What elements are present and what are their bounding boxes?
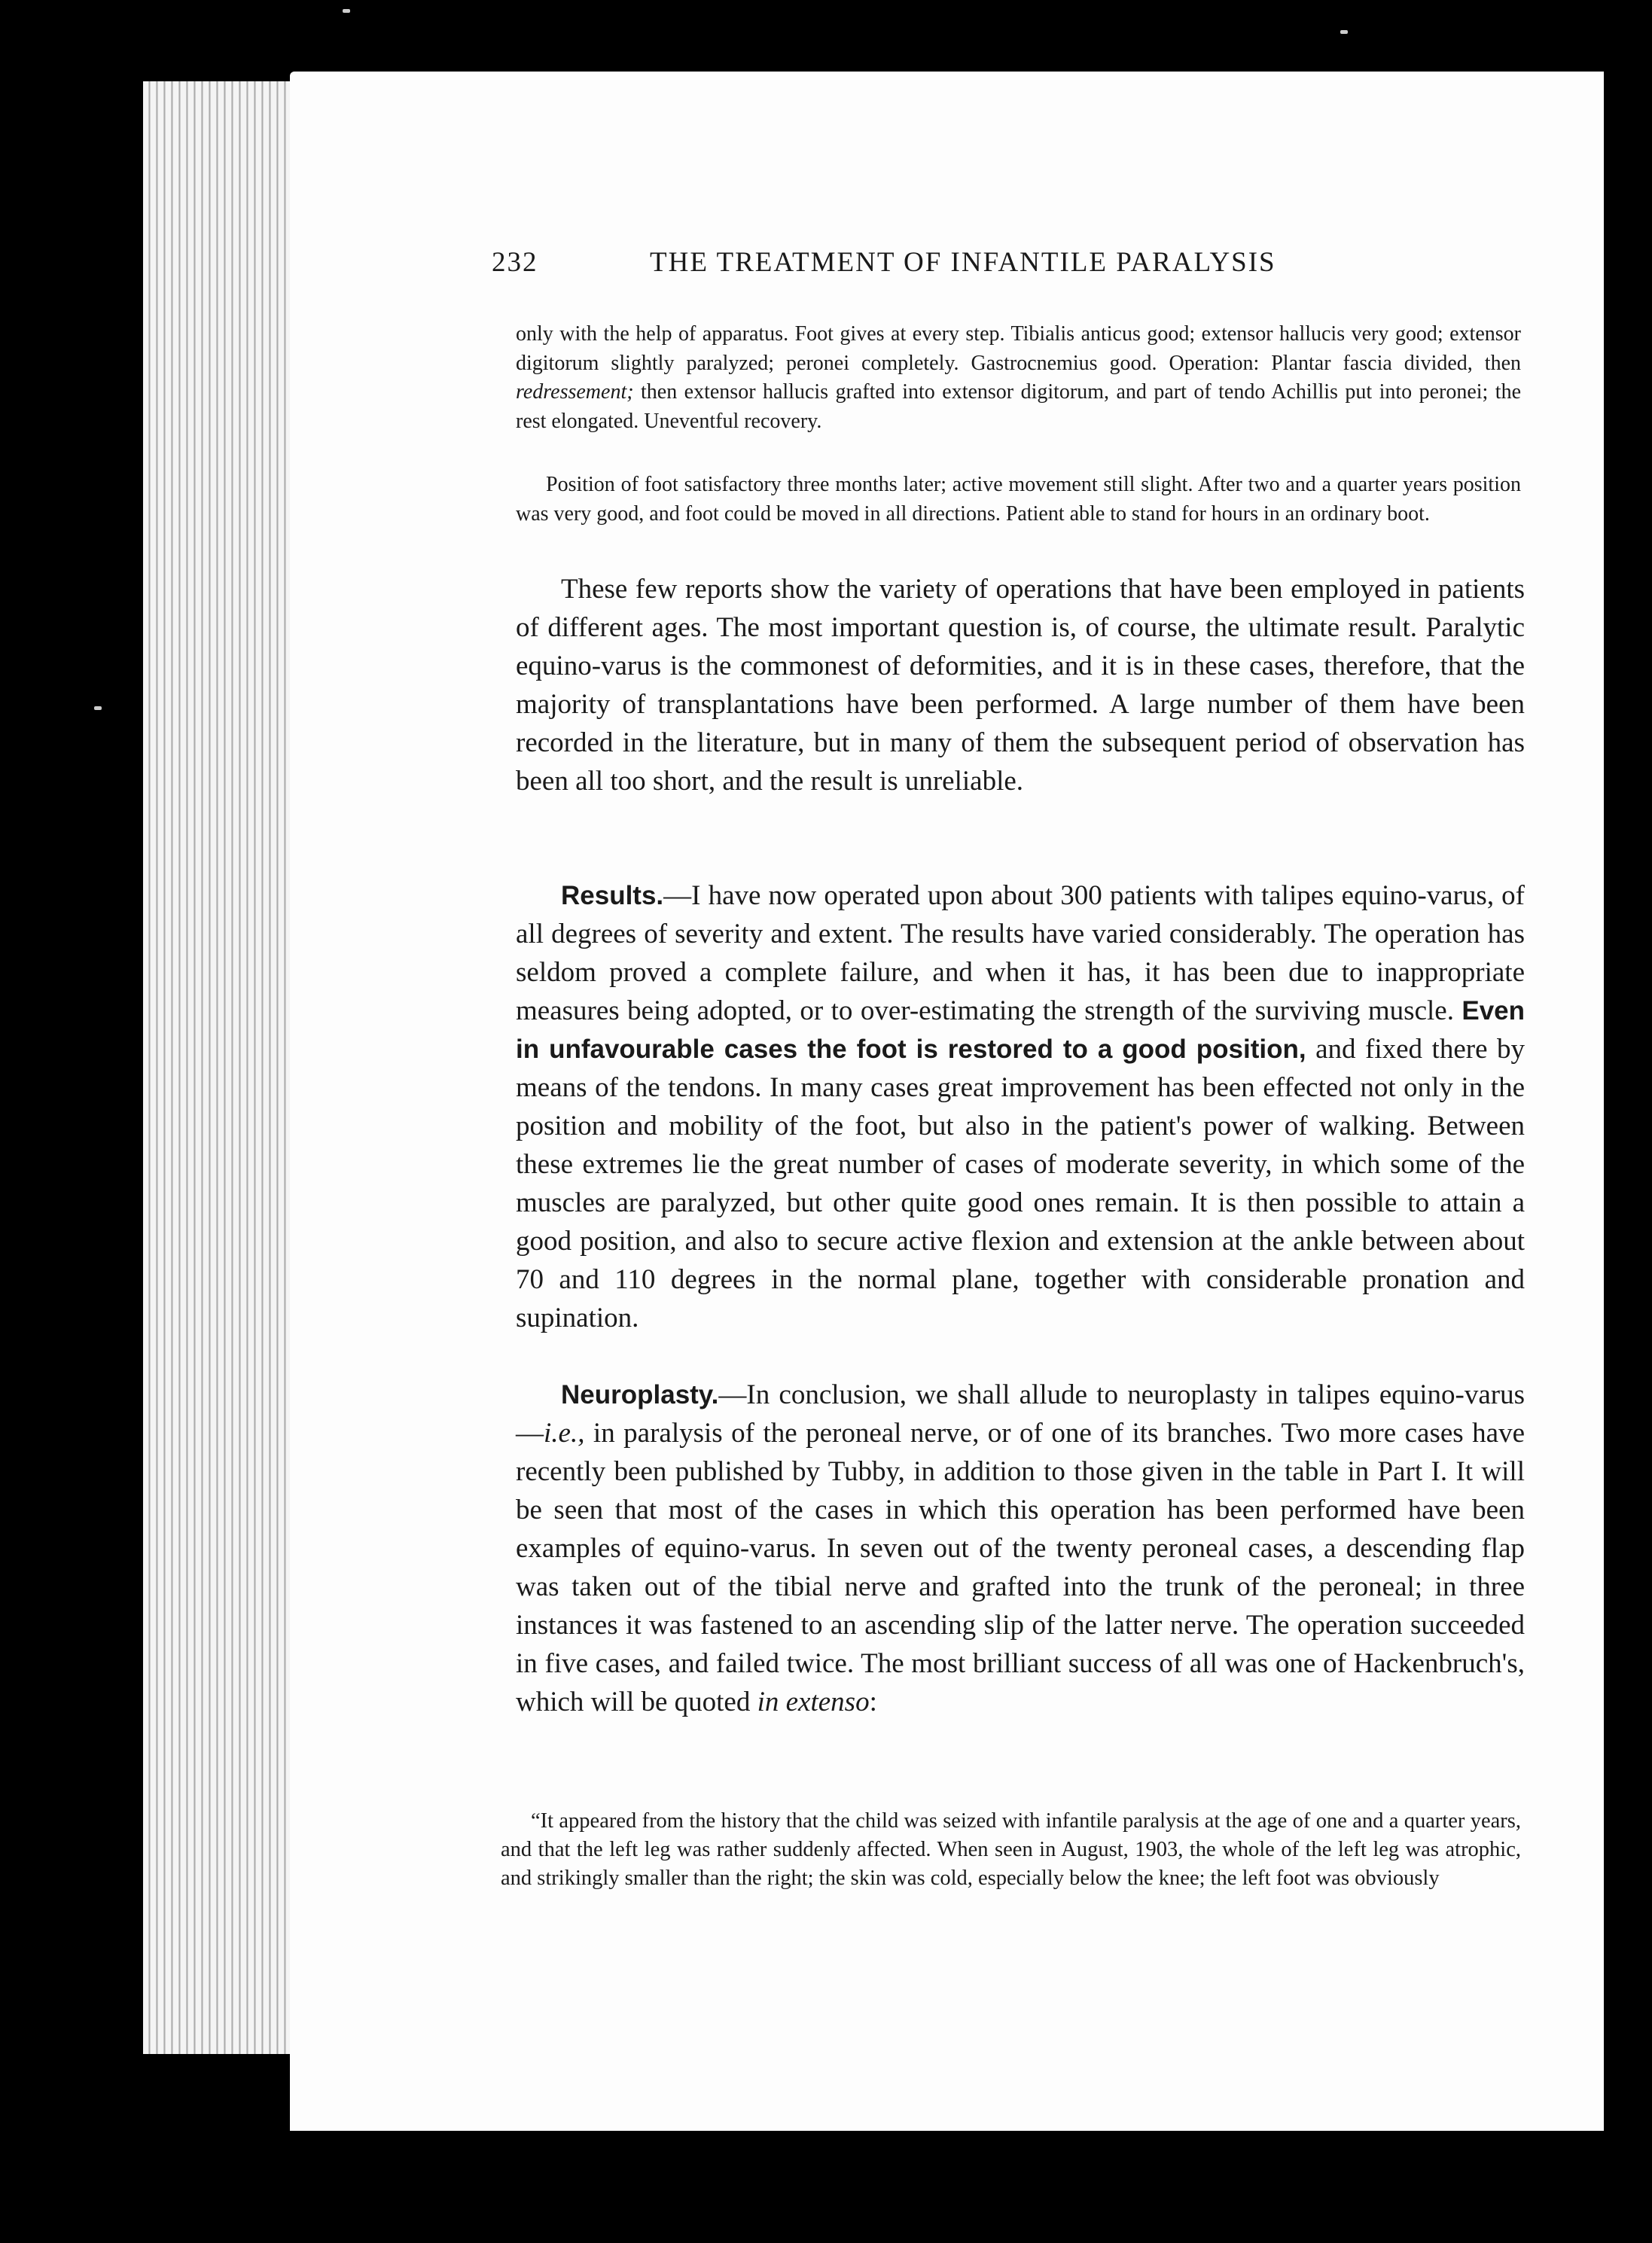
scan-speck xyxy=(343,9,350,13)
body-paragraph: These few reports show the variety of operations that have been employed in patients of different ages. The most important question is, of course, the ultimate result. Paralytic equino-varus is the commonest of deformities, and it is in these cases, therefore, that the majority of transplantations have been performed. A large number of them have been recorded in the literature, but in many of them the subsequent period of observation has been all too short, and the result is unreliable. xyxy=(516,574,1525,797)
running-head xyxy=(492,246,1523,279)
neuroplasty-paragraph xyxy=(516,1376,1525,1721)
case-report-text: only with the help of apparatus. Foot gives at every step. Tibialis anticus good; extensor hallucis very good; extensor digitorum slightly paralyzed; peronei completely. Gastrocnemius good. Operation: Plantar fascia divided, then xyxy=(516,322,1521,375)
neuroplasty-heading: Neuroplasty. xyxy=(561,1380,719,1409)
running-head-title: THE TREATMENT OF INFANTILE PARALYSIS xyxy=(650,247,1276,278)
neuroplasty-text: —In conclusion, we shall allude to neuroplasty in talipes equino-varus— xyxy=(516,1379,1525,1449)
case-report-followup: Position of foot satisfactory three months later; active movement still slight. After two and a quarter years position was very good, and foot could be moved in all directions. Patient able to stand for hours in an ordinary boot. xyxy=(516,473,1521,526)
case-report-paragraph xyxy=(516,320,1521,436)
results-text: —I have now operated upon about 300 patients with talipes equino-varus, of all degrees of severity and extent. The results have varied considerably. The operation has seldom proved a complete failure, and when it has, it has been due to inappropriate measures being adopted, or to over-estimating the strength of the surviving muscle. xyxy=(516,880,1525,1026)
results-heading: Results. xyxy=(561,881,664,910)
book-page xyxy=(290,72,1604,2131)
block-quote: “It appeared from the history that the child was seized with infantile paralysis at the age of one and a quarter years, and that the left leg was rather suddenly affected. When seen in August, 1903, the whole of the left leg was atrophic, and strikingly smaller than the right; the skin was cold, especially below the knee; the left foot was obviously xyxy=(501,1809,1521,1890)
neuroplasty-italic: in extenso xyxy=(757,1687,870,1717)
neuroplasty-italic: i.e., xyxy=(544,1418,585,1449)
neuroplasty-text: in paralysis of the peroneal nerve, or of one of its branches. Two more cases have recently been published by Tubby, in addition to those given in the table in Part I. It will be seen that most of the cases in which this operation has been performed have been examples of equino-varus. In seven out of the twenty peroneal cases, a descending flap was taken out of the tibial nerve and grafted into the trunk of the peroneal; in three instances it was fastened to an ascending slip of the latter nerve. The operation succeeded in five cases, and failed twice. The most brilliant success of all was one of Hackenbruch's, which will be quoted xyxy=(516,1418,1525,1717)
results-paragraph xyxy=(516,876,1525,1337)
scan-speck xyxy=(94,706,102,710)
neuroplasty-text: : xyxy=(869,1687,877,1717)
case-report-italic: redressement; xyxy=(516,380,634,404)
case-report-text: then extensor hallucis grafted into extensor digitorum, and part of tendo Achillis put into peronei; the rest elongated. Uneventful recovery. xyxy=(516,380,1521,433)
results-bold-statement: Even in unfavourable cases the foot is restored to a good position, xyxy=(516,996,1525,1064)
scan-speck xyxy=(1340,30,1348,34)
results-text: and fixed there by means of the tendons. In many cases great improvement has been effected not only in the position and mobility of the foot, but also in the patient's power of walking. Between these extremes lie the great number of cases of moderate severity, in which some of the muscles are paralyzed, but other quite good ones remain. It is then possible to attain a good position, and also to secure active flexion and extension at the ankle between about 70 and 110 degrees in the normal plane, together with considerable pronation and supination. xyxy=(516,1034,1525,1333)
page-number: 232 xyxy=(492,247,538,278)
